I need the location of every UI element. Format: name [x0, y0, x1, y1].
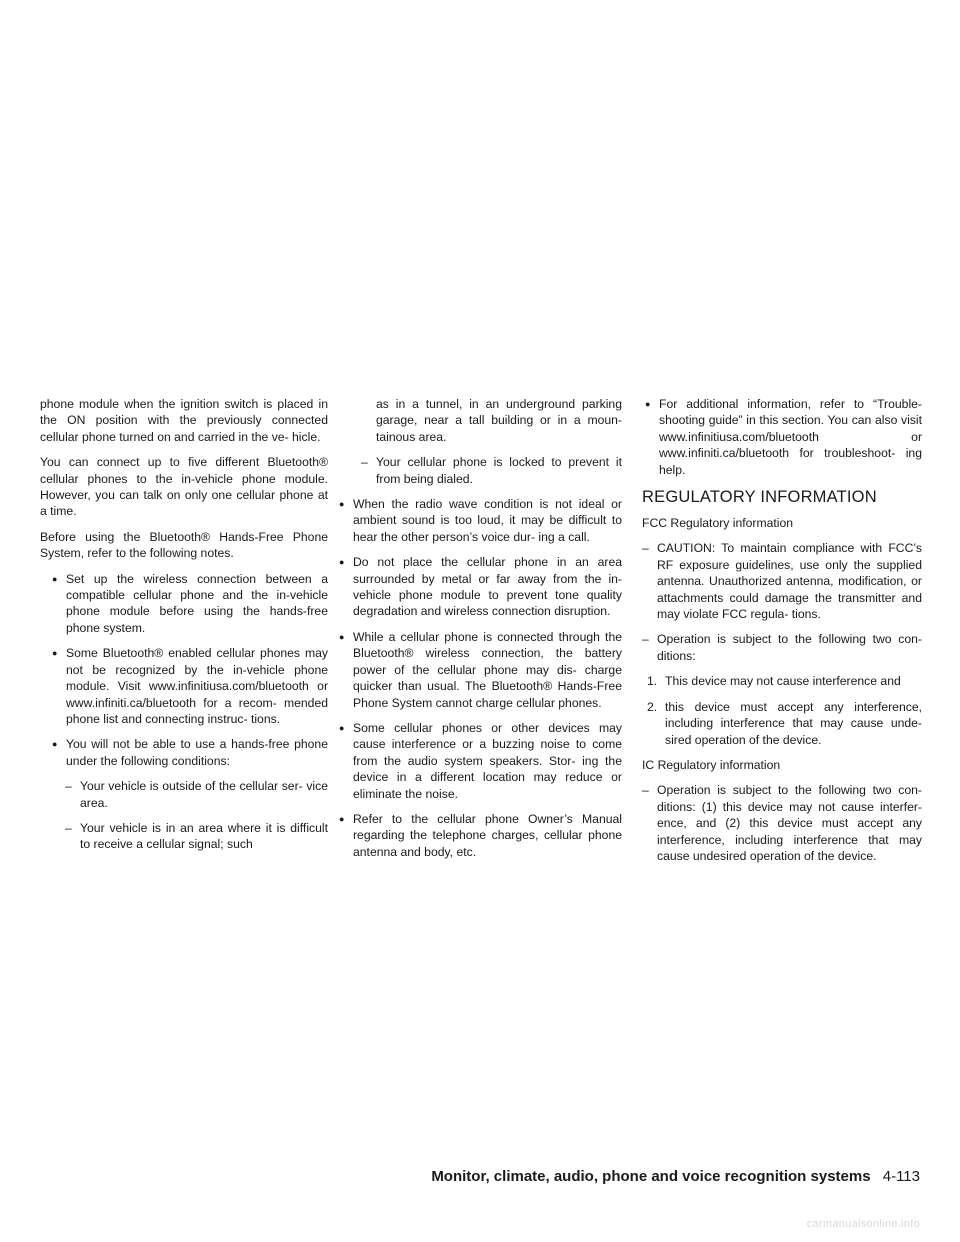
subheading-ic: IC Regulatory information — [642, 757, 781, 772]
bullet-item: ● Refer to the cellular phone Owner’s Manual regarding the telephone charges, cellular phone antenna and body, etc. — [336, 811, 622, 860]
dash-item: – Operation is subject to the following two con- ditions: (1) this device may not cause interfer- ence, and (2) this device must accept any interference, including interference that may cause undesired operation of the device. — [642, 782, 922, 864]
watermark: carmanualsonline.info — [806, 1218, 920, 1230]
item-number: 2. — [647, 699, 658, 714]
bullet-item: ● Do not place the cellular phone in an area surrounded by metal or far away from the in-vehicle phone module to prevent tone quality degradation and wireless connection disruption. — [336, 554, 622, 620]
item-number: 1. — [647, 674, 658, 689]
bullet-item: ● Set up the wireless connection between a compatible cellular phone and the in-vehicle phone module before using the hands-free phone system. — [49, 571, 328, 637]
bullet-item: ● While a cellular phone is connected through the Bluetooth® wireless connection, the battery power of the cellular phone may dis- charge quicker than usual. The Bluetooth® Hands-Free Phone System cannot charge cellular phones. — [336, 629, 622, 711]
numbered-item — [642, 673, 922, 689]
column-middle — [336, 396, 622, 869]
paragraph: You can connect up to five different Bluetooth® cellular phones to the in-vehicle phone module. However, you can talk on only one cellular phone at a time. — [40, 455, 328, 519]
page-footer — [431, 1168, 920, 1185]
bullet-item: ● For additional information, refer to “Trouble- shooting guide” in this section. You can also visit www.infinitiusa.com/bluetooth or www.infiniti.ca/bluetooth for troubleshoot- ing help. — [642, 396, 922, 478]
dash-item: – Your cellular phone is locked to prevent it from being dialed. — [353, 454, 622, 487]
column-left — [40, 396, 328, 862]
section-title: Monitor, climate, audio, phone and voice recognition systems — [431, 1168, 871, 1185]
dash-item: – Your vehicle is in an area where it is difficult to receive a cellular signal; such — [57, 820, 328, 853]
paragraph: phone module when the ignition switch is placed in the ON position with the previously connected cellular phone turned on and carried in the ve- hicle. — [40, 397, 328, 444]
bullet-item: ● Some Bluetooth® enabled cellular phones may not be recognized by the in-vehicle phone module. Visit www.infinitiusa.com/bluetooth or www.infiniti.ca/bluetooth for a recom- mended phone list and connecting instruc- tions. — [49, 645, 328, 727]
bullet-item: ● Some cellular phones or other devices may cause interference or a buzzing noise to come from the audio system speakers. Stor- ing the device in a different location may reduce or eliminate the noise. — [336, 720, 622, 802]
column-right — [642, 396, 922, 873]
item-text: This device may not cause interference and — [665, 674, 901, 689]
numbered-item — [642, 699, 922, 748]
bullet-item: ● When the radio wave condition is not ideal or ambient sound is too loud, it may be difficult to hear the other person’s voice dur- ing a call. — [336, 496, 622, 545]
section-heading: REGULATORY INFORMATION — [642, 488, 877, 507]
dash-item: – Operation is subject to the following two con- ditions: — [642, 631, 922, 664]
dash-item: – CAUTION: To maintain compliance with FCC’s RF exposure guidelines, use only the supplied antenna. Unauthorized antenna, modification, or attachments could damage the transmitter and may violate FCC regula- tions. — [642, 540, 922, 622]
continued-text: as in a tunnel, in an underground parking garage, near a tall building or in a moun- tainous area. — [376, 397, 622, 444]
item-text: this device must accept any interference, including interference that may cause unde- sired operation of the device. — [665, 699, 922, 747]
page-number: 4-113 — [882, 1168, 920, 1185]
paragraph: Before using the Bluetooth® Hands-Free Phone System, refer to the following notes. — [40, 529, 328, 561]
subheading-fcc: FCC Regulatory information — [642, 516, 794, 531]
bullet-item: ● You will not be able to use a hands-free phone under the following conditions: — [49, 736, 328, 769]
dash-item: – Your vehicle is outside of the cellular ser- vice area. — [57, 778, 328, 811]
